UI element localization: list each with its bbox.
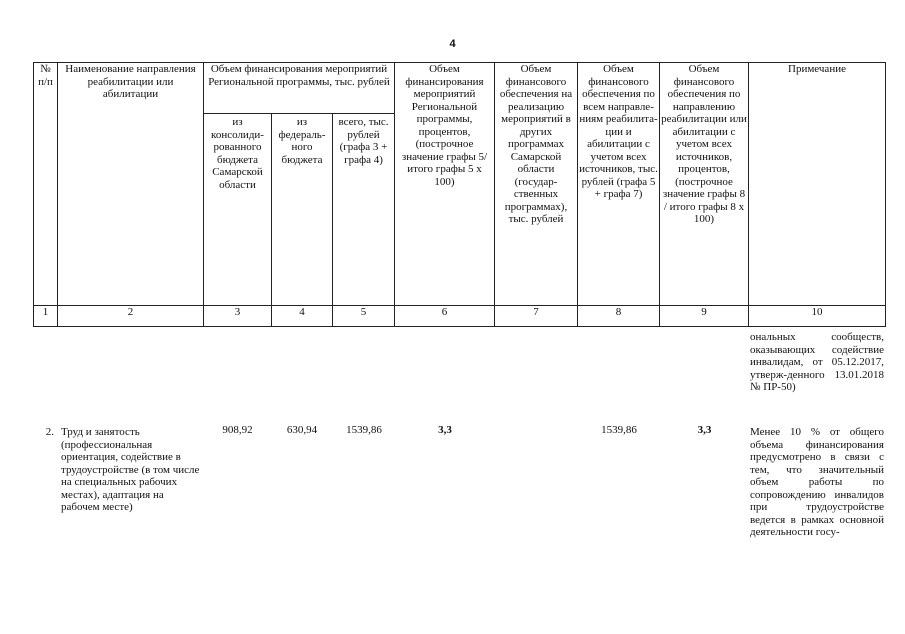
header-col-note: Примечание bbox=[749, 63, 886, 306]
column-number: 3 bbox=[204, 306, 272, 327]
header-col-all-sources: Объем финансового обеспечения по всем направле-ниям реабилита-ции и абилитации с учетом всех источников, тыс. рублей (графа 5 + графа 7) bbox=[578, 63, 660, 306]
financing-table-header bbox=[33, 62, 886, 327]
column-number: 1 bbox=[34, 306, 58, 327]
header-col-all-sources-percent: Объем финансового обеспечения по направлению реабилитации или абилитации с учетом всех источников, процентов, (построчное значение графы 8 / итого графы 8 x 100) bbox=[660, 63, 749, 306]
header-col-direction: Наименование направления реабилитации или абилитации bbox=[58, 63, 204, 306]
row-direction-name: Труд и занятость (профессиональная ориентация, содействие в трудоустройстве (в том числе на специальных рабочих местах), адаптация на рабочем месте) bbox=[61, 426, 200, 513]
header-col-total: всего, тыс. рублей (графа 3 + графа 4) bbox=[333, 114, 395, 306]
row-note: Менее 10 % от общего объема финансирования предусмотрено в связи с тем, что значительный объем работы по сопровождению инвалидов при трудоустройстве ведется в рамках основной деятельности госу- bbox=[750, 426, 884, 538]
column-number: 7 bbox=[495, 306, 578, 327]
column-number: 5 bbox=[333, 306, 395, 327]
column-number: 9 bbox=[660, 306, 749, 327]
row-federal-budget: 630,94 bbox=[286, 424, 318, 436]
header-col-num: № п/п bbox=[34, 63, 58, 306]
header-col-other-programs: Объем финансового обеспечения на реализацию мероприятий в других программах Самарской области (государ-ственных программах), тыс. рублей bbox=[495, 63, 578, 306]
continued-note: ональных сообществ, оказывающих содействие инвалидам, от 05.12.2017, утверж-денного 13.01.2018 № ПР-50) bbox=[750, 331, 884, 393]
column-number: 10 bbox=[749, 306, 886, 327]
column-number: 4 bbox=[272, 306, 333, 327]
column-number: 8 bbox=[578, 306, 660, 327]
header-col-percent: Объем финансирования мероприятий Региональной программы, процентов, (построчное значение графы 5/ итого графы 5 x 100) bbox=[395, 63, 495, 306]
header-col-regional-budget: из консолиди-рованного бюджета Самарской области bbox=[204, 114, 272, 306]
column-number: 6 bbox=[395, 306, 495, 327]
row-regional-budget: 908,92 bbox=[222, 424, 253, 436]
row-all-sources-percent: 3,3 bbox=[697, 424, 712, 436]
page-number: 4 bbox=[449, 38, 456, 50]
header-group-financing: Объем финансирования мероприятий Региональной программы, тыс. рублей bbox=[204, 63, 395, 114]
row-total: 1539,86 bbox=[346, 424, 382, 436]
column-number: 2 bbox=[58, 306, 204, 327]
row-number: 2. bbox=[45, 426, 54, 438]
row-all-sources: 1539,86 bbox=[601, 424, 637, 436]
header-col-federal-budget: из федераль-ного бюджета bbox=[272, 114, 333, 306]
row-percent: 3,3 bbox=[438, 424, 452, 436]
